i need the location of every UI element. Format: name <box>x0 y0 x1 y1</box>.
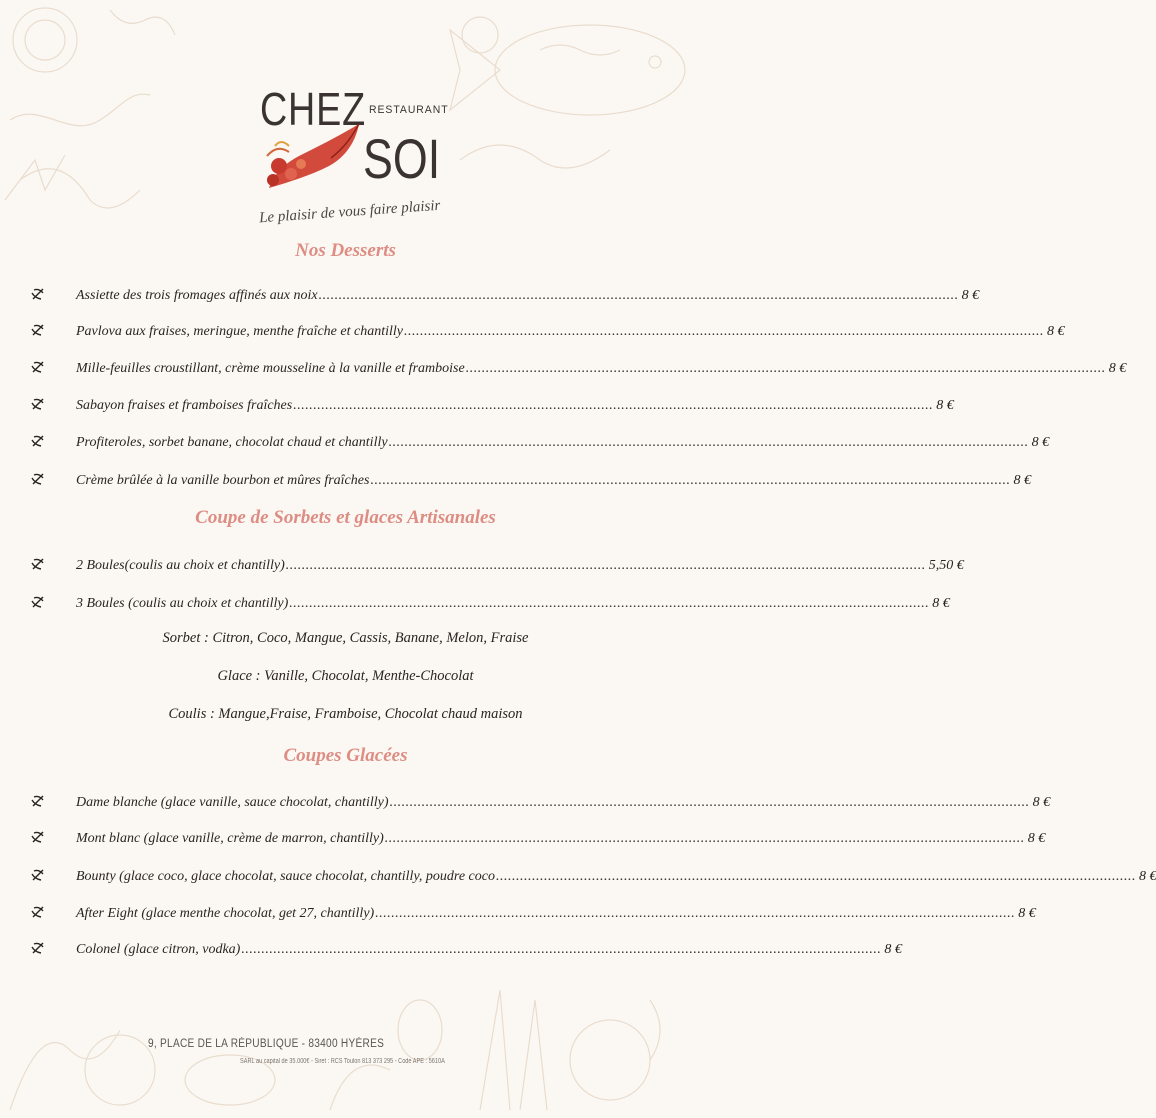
crossed-fork-bullet-icon <box>30 904 76 925</box>
menu-item-price: 8 € <box>936 398 954 413</box>
menu-item <box>30 790 1051 810</box>
dot-leader: ................................................................................................................................................................ <box>403 324 1044 339</box>
footer-legal-notice: SARL au capital de 35.000€ - Siret : RCS Toulon 813 373 295 - Code APE : 5610A <box>240 1058 445 1065</box>
menu-item <box>30 356 1127 376</box>
menu-item-price: 8 € <box>1032 795 1051 810</box>
menu-item-price: 8 € <box>1031 435 1050 450</box>
dot-leader: ................................................................................................................................................................ <box>465 361 1106 376</box>
section-title-coupes-glacees: Coupes Glacées <box>283 745 408 766</box>
crossed-fork-bullet-icon <box>30 594 76 615</box>
menu-item <box>30 430 1050 450</box>
section-title-sorbets: Coupe de Sorbets et glaces Artisanales <box>195 507 496 528</box>
menu-item-price: 5,50 € <box>928 558 964 573</box>
menu-item-price: 8 € <box>961 288 980 303</box>
restaurant-logo <box>255 80 455 230</box>
menu-item <box>30 901 1036 921</box>
dot-leader: ................................................................................................................................................................ <box>389 795 1030 810</box>
footer-address: 9, PLACE DE LA RÉPUBLIQUE - 83400 HYÈRES <box>148 1038 385 1050</box>
menu-item-label: Crème brûlée à la vanille bourbon et mûres fraîches <box>76 473 370 488</box>
crossed-fork-bullet-icon <box>30 556 76 577</box>
menu-item <box>30 553 964 573</box>
menu-item <box>30 937 902 957</box>
menu-item-price: 8 € <box>932 596 950 611</box>
section-title-desserts: Nos Desserts <box>295 240 396 261</box>
glace-flavours: Glace : Vanille, Chocolat, Menthe-Chocolat <box>217 668 474 684</box>
dot-leader: ................................................................................................................................................................ <box>495 869 1136 884</box>
dot-leader: ................................................................................................................................................................ <box>285 558 926 573</box>
menu-item <box>30 393 954 413</box>
dot-leader: ................................................................................................................................................................ <box>293 398 934 413</box>
crossed-fork-bullet-icon <box>30 286 76 307</box>
menu-item <box>30 591 950 611</box>
dot-leader: ................................................................................................................................................................ <box>289 596 930 611</box>
logo-restaurant-word: RESTAURANT <box>369 104 449 116</box>
crossed-fork-bullet-icon <box>30 322 76 343</box>
menu-item <box>30 826 1046 846</box>
menu-item-price: 8 € <box>1138 869 1156 884</box>
menu-item-price: 8 € <box>1018 906 1036 921</box>
menu-item <box>30 864 1156 884</box>
menu-item-label: Profiteroles, sorbet banane, chocolat chaud et chantilly <box>76 435 388 450</box>
menu-item-label: Colonel (glace citron, vodka) <box>76 942 241 957</box>
menu-item-label: Mille-feuilles croustillant, crème mousseline à la vanille et framboise <box>76 361 465 376</box>
menu-item-label: Dame blanche (glace vanille, sauce chocolat, chantilly) <box>76 795 389 810</box>
logo-tagline: Le plaisir de vous faire plaisir <box>258 197 441 227</box>
crossed-fork-bullet-icon <box>30 433 76 454</box>
crossed-fork-bullet-icon <box>30 829 76 850</box>
menu-item-price: 8 € <box>1108 361 1127 376</box>
menu-item-label: 2 Boules(coulis au choix et chantilly) <box>76 558 285 573</box>
top-left-sketch-ornament <box>0 0 200 230</box>
dot-leader: ................................................................................................................................................................ <box>370 473 1011 488</box>
crossed-fork-bullet-icon <box>30 396 76 417</box>
sorbet-flavours: Sorbet : Citron, Coco, Mangue, Cassis, Banane, Melon, Fraise <box>162 630 529 646</box>
menu-item-price: 8 € <box>884 942 902 957</box>
menu-item-label: Assiette des trois fromages affinés aux noix <box>76 288 318 303</box>
dot-leader: ................................................................................................................................................................ <box>241 942 882 957</box>
top-right-fish-sketch-ornament <box>440 0 691 200</box>
crossed-fork-bullet-icon <box>30 471 76 492</box>
crossed-fork-bullet-icon <box>30 940 76 961</box>
crossed-fork-bullet-icon <box>30 867 76 888</box>
coulis-flavours: Coulis : Mangue,Fraise, Framboise, Chocolat chaud maison <box>168 706 523 722</box>
crossed-fork-bullet-icon <box>30 793 76 814</box>
menu-item <box>30 468 1031 488</box>
menu-item-label: Mont blanc (glace vanille, crème de marron, chantilly) <box>76 831 384 846</box>
dot-leader: ................................................................................................................................................................ <box>318 288 959 303</box>
logo-name-top: CHEZ <box>260 83 366 135</box>
menu-item <box>30 319 1065 339</box>
menu-item-label: After Eight (glace menthe chocolat, get 27, chantilly) <box>76 906 375 921</box>
dot-leader: ................................................................................................................................................................ <box>375 906 1016 921</box>
dot-leader: ................................................................................................................................................................ <box>384 831 1025 846</box>
menu-item-price: 8 € <box>1046 324 1065 339</box>
crossed-fork-bullet-icon <box>30 359 76 380</box>
menu-item-label: Pavlova aux fraises, meringue, menthe fraîche et chantilly <box>76 324 403 339</box>
cornucopia-icon <box>259 116 369 201</box>
menu-item-label: 3 Boules (coulis au choix et chantilly) <box>76 596 289 611</box>
menu-item-label: Bounty (glace coco, glace chocolat, sauce chocolat, chantilly, poudre coco <box>76 869 495 884</box>
menu-item-price: 8 € <box>1013 473 1031 488</box>
menu-item <box>30 283 980 303</box>
logo-name-bottom: SOI <box>363 127 441 190</box>
menu-item-label: Sabayon fraises et framboises fraîches <box>76 398 293 413</box>
dot-leader: ................................................................................................................................................................ <box>388 435 1029 450</box>
menu-item-price: 8 € <box>1027 831 1046 846</box>
